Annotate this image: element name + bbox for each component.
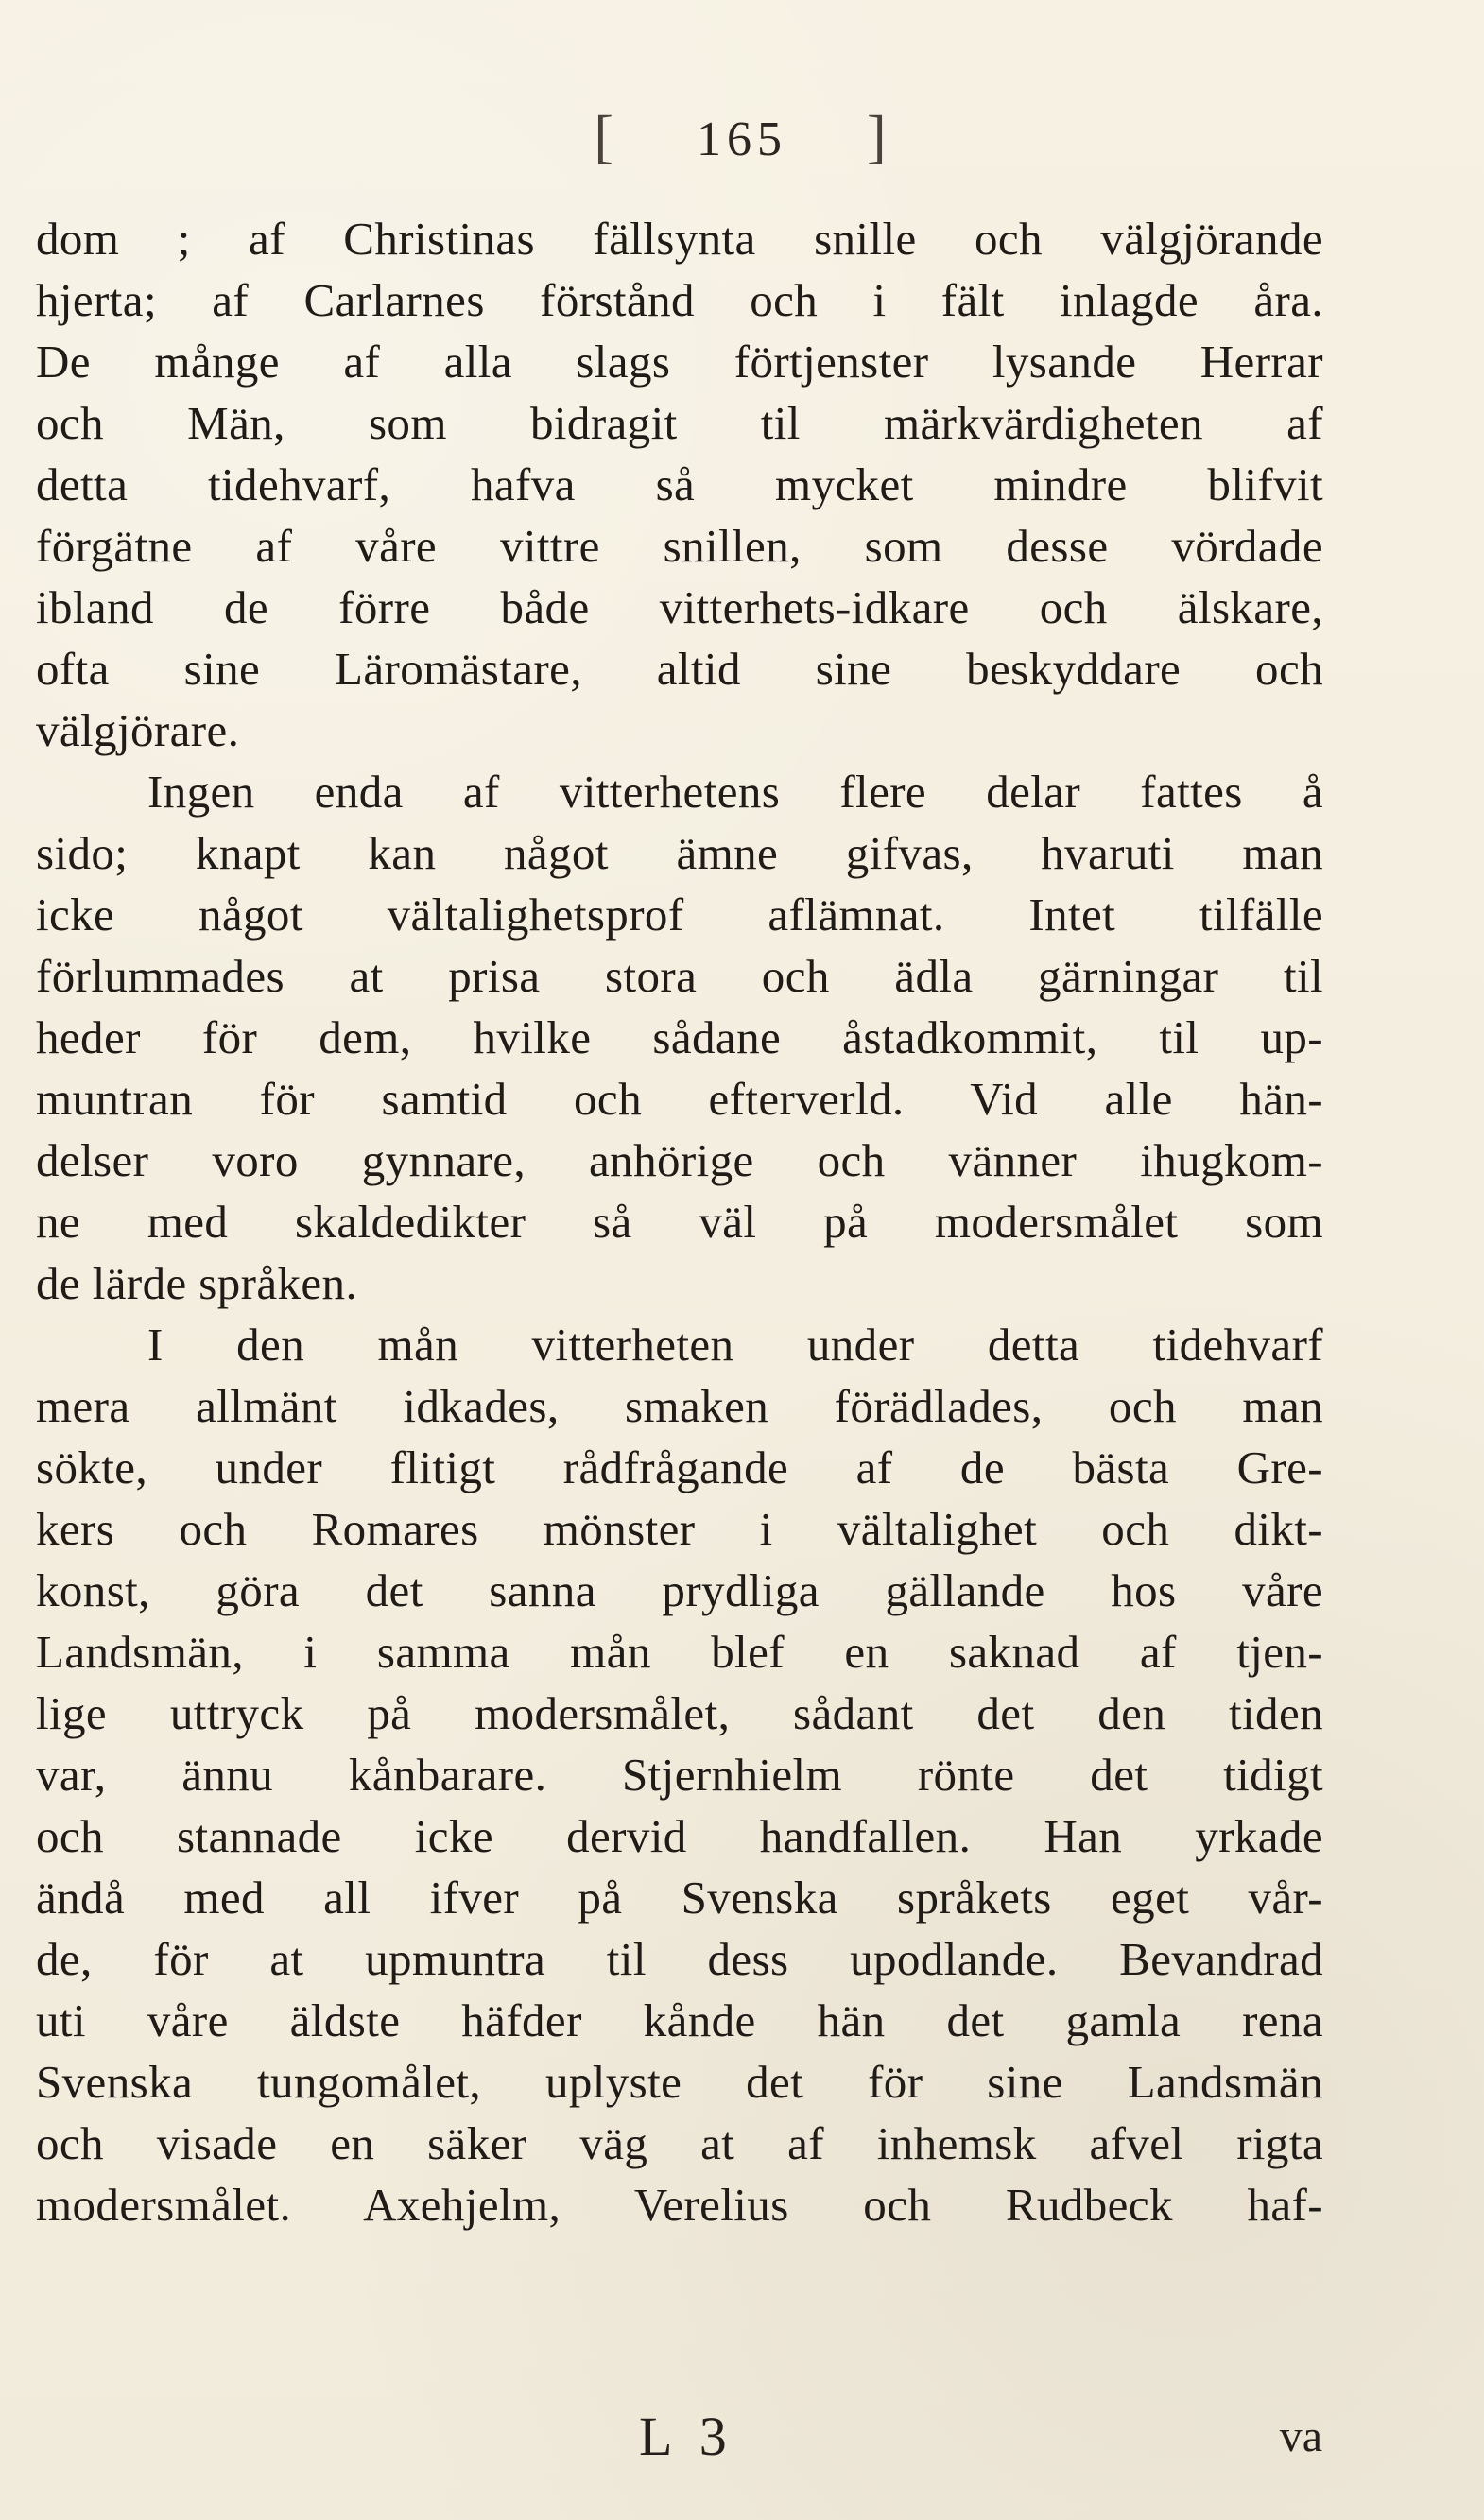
text-line: De månge af alla slags förtjenster lysande Herrar [36,336,1323,388]
text-line: ofta sine Läromästare, altid sine beskyddare och [36,643,1323,695]
text-line: Ingen enda af vitterhetens flere delar fattes å [147,766,1323,818]
text-line: de lärde språken. [36,1257,358,1309]
text-line: välgjörare. [36,704,240,756]
text-line: hjerta; af Carlarnes förstånd och i fält inlagde åra. [36,274,1323,326]
page-header [0,106,1484,172]
text-line: uti våre äldste häfder kånde hän det gamla rena [36,1994,1323,2046]
header-right-bracket: ] [867,104,890,169]
text-line: muntran för samtid och efterverld. Vid alle hän- [36,1073,1323,1125]
text-line: ibland de förre både vitterhets-idkare och älskare, [36,581,1323,633]
page-number: 165 [697,112,787,166]
signature-mark: L 3 [639,2406,734,2467]
text-line: mera allmänt idkades, smaken förädlades, och man [36,1380,1323,1432]
text-line: sido; knapt kan något ämne gifvas, hvaruti man [36,827,1323,879]
text-line: och Män, som bidragit til märkvärdigheten af [36,397,1323,449]
text-line: förgätne af våre vittre snillen, som desse vördade [36,520,1323,572]
text-line: icke något vältalighetsprof aflämnat. Intet tilfälle [36,889,1323,941]
text-line: ne med skaldedikter så väl på modersmålet som [36,1196,1323,1248]
text-line: kers och Romares mönster i vältalighet och dikt- [36,1503,1323,1555]
text-line: och stannade icke dervid handfallen. Han yrkade [36,1810,1323,1862]
text-line: och visade en säker väg at af inhemsk afvel rigta [36,2117,1323,2169]
text-line: sökte, under flitigt rådfrågande af de bästa Gre- [36,1441,1323,1493]
text-line: I den mån vitterheten under detta tidehvarf [147,1319,1323,1371]
text-line: lige uttryck på modersmålet, sådant det den tiden [36,1687,1323,1739]
catchword: va [1279,2411,1322,2461]
text-line: Svenska tungomålet, uplyste det för sine Landsmän [36,2056,1323,2108]
text-line: de, för at upmuntra til dess upodlande. Bevandrad [36,1933,1323,1985]
text-line: delser voro gynnare, anhörige och vänner ihugkom- [36,1134,1323,1186]
text-line: dom ; af Christinas fällsynta snille och välgjörande [36,213,1323,265]
page-footer [0,2405,1484,2471]
header-left-bracket: [ [594,104,617,169]
text-line: konst, göra det sanna prydliga gällande hos våre [36,1564,1323,1616]
text-line: Landsmän, i samma mån blef en saknad af tjen- [36,1626,1323,1678]
text-line: förlummades at prisa stora och ädla gärningar til [36,950,1323,1002]
text-line: detta tidehvarf, hafva så mycket mindre blifvit [36,458,1323,510]
text-line: var, ännu kånbarare. Stjernhielm rönte det tidigt [36,1749,1323,1801]
text-line: ändå med all ifver på Svenska språkets eget vår- [36,1872,1323,1924]
body-text [36,208,1323,2235]
text-line: heder för dem, hvilke sådane åstadkommit, til up- [36,1011,1323,1063]
text-line: modersmålet. Axehjelm, Verelius och Rudbeck haf- [36,2179,1323,2231]
